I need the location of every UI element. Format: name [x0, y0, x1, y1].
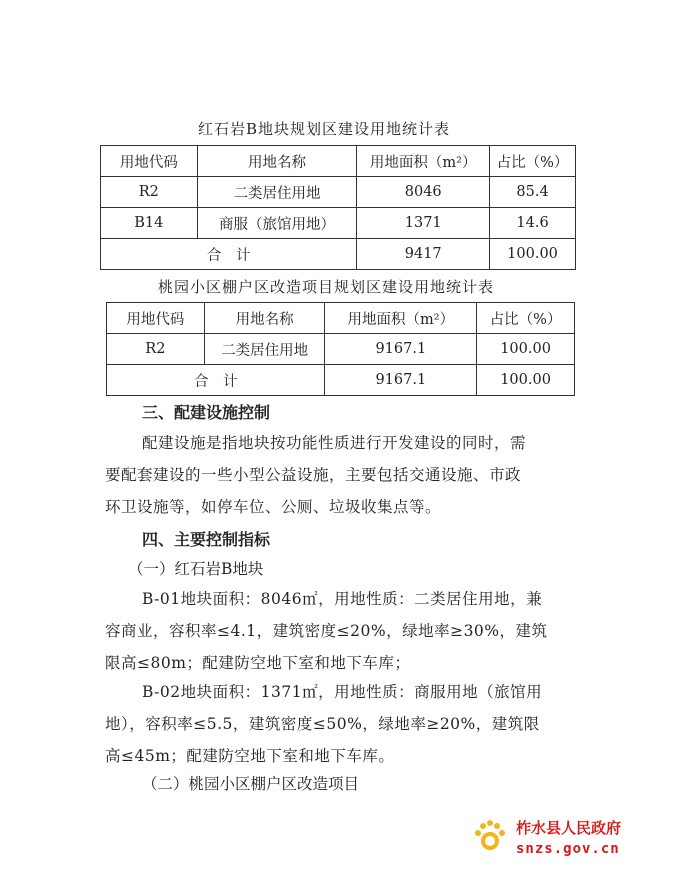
- table2-cell: 二类居住用地: [204, 334, 325, 365]
- table1-header-area: 用地面积（m²）: [357, 146, 490, 177]
- table1-cell: 8046: [357, 177, 490, 208]
- table1-cell: 85.4: [490, 177, 576, 208]
- table2-cell: 100.00: [477, 334, 575, 365]
- table1-cell: 二类居住用地: [197, 177, 357, 208]
- table2-total-area: 9167.1: [325, 365, 477, 396]
- section3-line: 要配套建设的一些小型公益设施，主要包括交通设施、市政: [105, 466, 522, 484]
- section3-line: 环卫设施等，如停车位、公厕、垃圾收集点等。: [105, 498, 442, 516]
- table1-total-row: [101, 239, 576, 270]
- table2-header-area: 用地面积（m²）: [325, 303, 477, 334]
- section4-heading: 四、主要控制指标: [142, 530, 271, 549]
- table1: [100, 145, 576, 270]
- b01-line: 限高≤80m；配建防空地下室和地下车库；: [105, 654, 411, 672]
- b02-line: 地），容积率≤5.5，建筑密度≤50%，绿地率≥20%，建筑限: [105, 715, 540, 733]
- section3-heading: 三、配建设施控制: [142, 403, 271, 422]
- table1-header-row: [101, 146, 576, 177]
- watermark-name: 柞水县人民政府: [516, 819, 622, 837]
- b02-line: 高≤45m；配建防空地下室和地下车库。: [105, 747, 395, 765]
- section3-line: 配建设施是指地块按功能性质进行开发建设的同时，需: [142, 434, 527, 452]
- table2-header-code: 用地代码: [107, 303, 205, 334]
- table1-caption: 红石岩B地块规划区建设用地统计表: [198, 120, 451, 138]
- watermark-url: snzs.gov.cn: [516, 841, 620, 857]
- b02-line: B-02地块面积：1371㎡，用地性质：商服用地（旅馆用: [142, 683, 543, 701]
- table1-total-area: 9417: [357, 239, 490, 270]
- table2-header-name: 用地名称: [204, 303, 325, 334]
- table2-total-row: [107, 365, 575, 396]
- table1-cell: 1371: [357, 208, 490, 239]
- paw-logo-icon: [472, 819, 508, 855]
- table-row: [101, 177, 576, 208]
- table2-cell: 9167.1: [325, 334, 477, 365]
- table1-cell: R2: [101, 177, 198, 208]
- table2-total-ratio: 100.00: [477, 365, 575, 396]
- site-watermark: [472, 813, 662, 865]
- table2-header-ratio: 占比（%）: [477, 303, 575, 334]
- table1-cell: B14: [101, 208, 198, 239]
- table1-header-name: 用地名称: [197, 146, 357, 177]
- table1-total-ratio: 100.00: [490, 239, 576, 270]
- table-row: [101, 208, 576, 239]
- table1-header-code: 用地代码: [101, 146, 198, 177]
- table2: [106, 302, 575, 396]
- table1-total-label: 合 计: [101, 239, 357, 270]
- table1-cell: 14.6: [490, 208, 576, 239]
- table1-cell: 商服（旅馆用地）: [197, 208, 357, 239]
- table1-header-ratio: 占比（%）: [490, 146, 576, 177]
- table-row: [107, 334, 575, 365]
- subsection-1: （一）红石岩B地块: [128, 560, 264, 578]
- table2-total-label: 合 计: [107, 365, 325, 396]
- table2-caption: 桃园小区棚户区改造项目规划区建设用地统计表: [158, 278, 495, 296]
- b01-line: 容商业，容积率≤4.1，建筑密度≤20%，绿地率≥30%，建筑: [105, 622, 548, 640]
- b01-line: B-01地块面积：8046㎡，用地性质：二类居住用地，兼: [142, 590, 543, 608]
- table2-cell: R2: [107, 334, 205, 365]
- subsection-2: （二）桃园小区棚户区改造项目: [142, 775, 360, 793]
- table2-header-row: [107, 303, 575, 334]
